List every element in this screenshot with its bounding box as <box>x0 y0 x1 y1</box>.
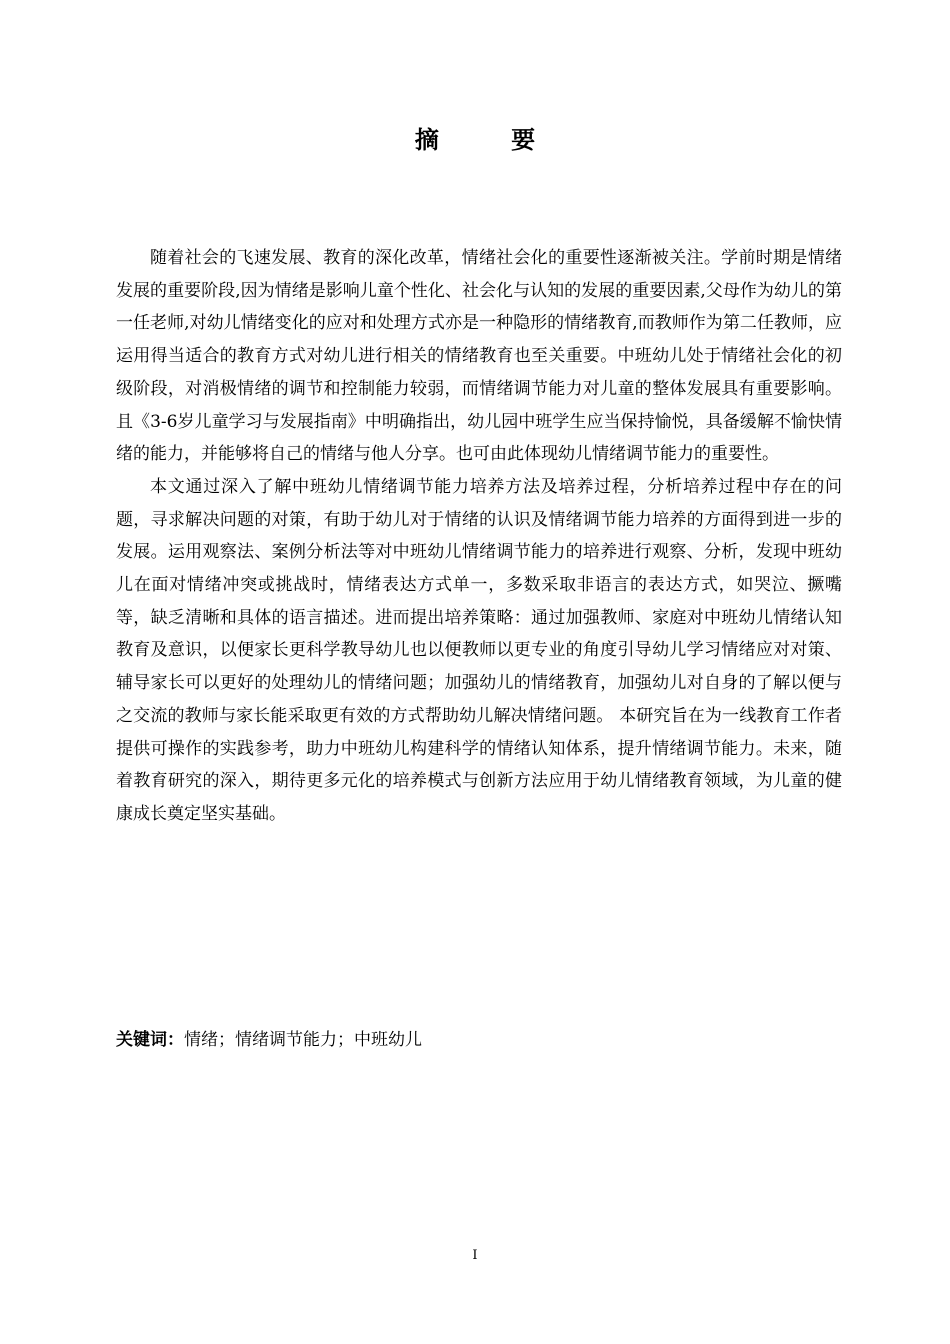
keywords-line <box>116 1024 842 1056</box>
abstract-paragraph-2: 本文通过深入了解中班幼儿情绪调节能力培养方法及培养过程，分析培养过程中存在的问题，寻求解决问题的对策，有助于幼儿对于情绪的认识及情绪调节能力培养的方面得到进一步的发展。运用观察法、案例分析法等对中班幼儿情绪调节能力的培养进行观察、分析，发现中班幼儿在面对情绪冲突或挑战时，情绪表达方式单一，多数采取非语言的表达方式，如哭泣、撅嘴等，缺乏清晰和具体的语言描述。进而提出培养策略：通过加强教师、家庭对中班幼儿情绪认知教育及意识，以便家长更科学教导幼儿也以便教师以更专业的角度引导幼儿学习情绪应对对策、辅导家长可以更好的处理幼儿的情绪问题；加强幼儿的情绪教育，加强幼儿对自身的了解以便与之交流的教师与家长能采取更有效的方式帮助幼儿解决情绪问题。 本研究旨在为一线教育工作者提供可操作的实践参考，助力中班幼儿构建科学的情绪认知体系，提升情绪调节能力。未来，随着教育研究的深入，期待更多元化的培养模式与创新方法应用于幼儿情绪教育领域，为儿童的健康成长奠定坚实基础。 <box>116 476 842 824</box>
page-number: I <box>472 1248 478 1263</box>
abstract-title: 摘 要 <box>414 126 568 154</box>
abstract-paragraph-1: 随着社会的飞速发展、教育的深化改革，情绪社会化的重要性逐渐被关注。学前时期是情绪发展的重要阶段,因为情绪是影响儿童个性化、社会化与认知的发展的重要因素,父母作为幼儿的第一任老师,对幼儿情绪变化的应对和处理方式亦是一种隐形的情绪教育,而教师作为第二任教师，应运用得当适合的教育方式对幼儿进行相关的情绪教育也至关重要。中班幼儿处于情绪社会化的初级阶段，对消极情绪的调节和控制能力较弱，而情绪调节能力对儿童的整体发展具有重要影响。且《3-6岁儿童学习与发展指南》中明确指出，幼儿园中班学生应当保持愉悦，具备缓解不愉快情绪的能力，并能够将自己的情绪与他人分享。也可由此体现幼儿情绪调节能力的重要性。 <box>116 248 842 465</box>
abstract-body <box>116 242 842 831</box>
keywords-label: 关键词： <box>116 1030 184 1050</box>
keywords-value: 情绪；情绪调节能力；中班幼儿 <box>184 1030 422 1050</box>
